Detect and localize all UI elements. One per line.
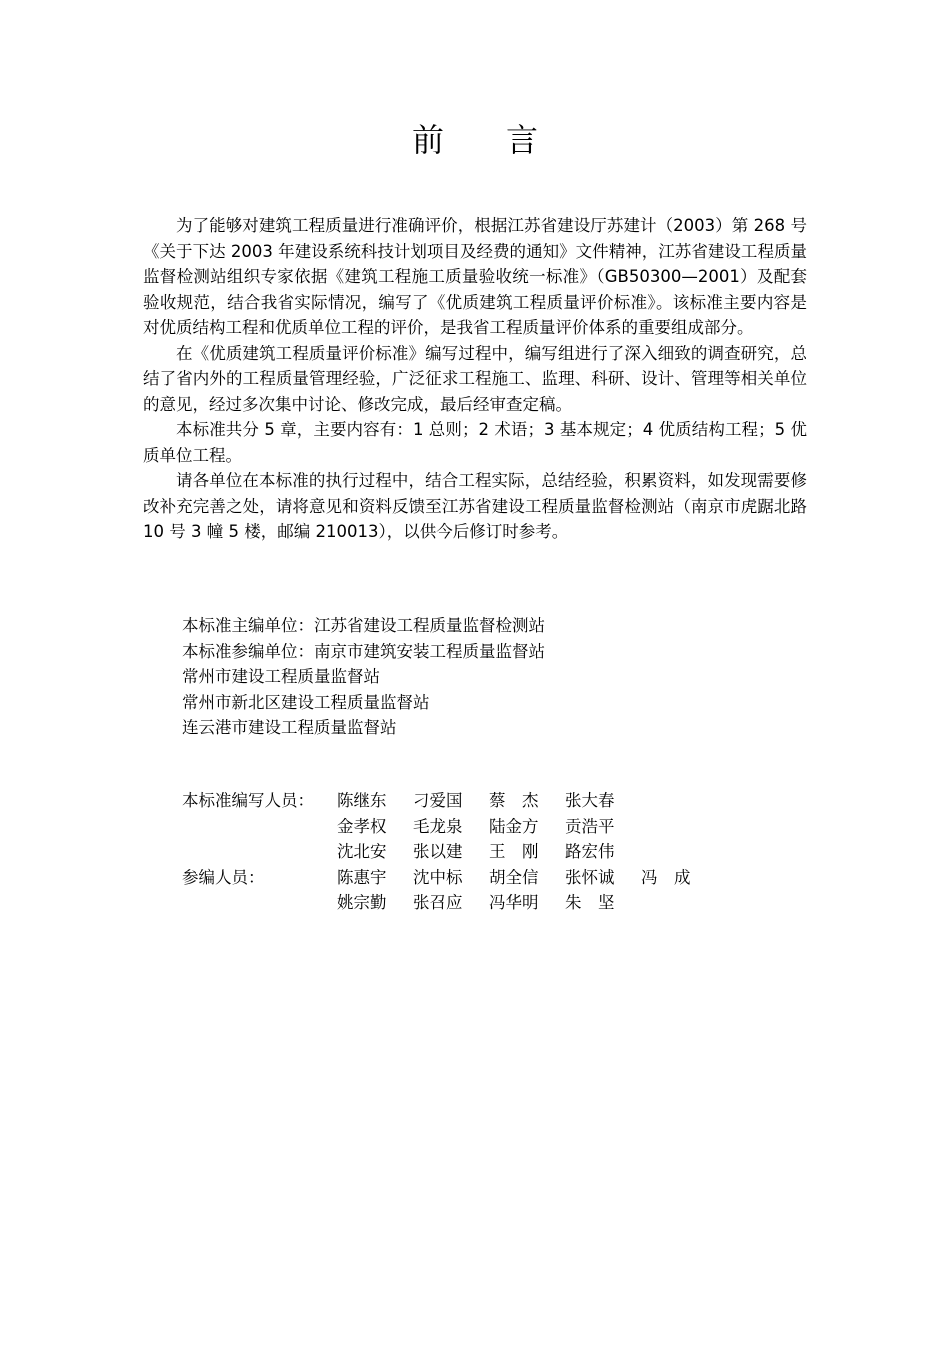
chief-editing-unit: 本标准主编单位：江苏省建设工程质量监督检测站 [182, 616, 545, 635]
title-char-1: 前 [411, 121, 444, 159]
paragraph: 在《优质建筑工程质量评价标准》编写过程中，编写组进行了深入细致的调查研究，总结了省内外的工程质量管理经验，广泛征求工程施工、监理、科研、设计、管理等相关单位的意见，经过多次集中讨论、修改完成，最后经审查定稿。 [143, 343, 807, 414]
participants-label: 参编人员： [182, 867, 265, 887]
author-name: 王 刚 [489, 842, 539, 861]
paragraph: 本标准共分 5 章，主要内容有：1 总则；2 术语；3 基本规定；4 优质结构工程；5 优质单位工程。 [143, 420, 807, 465]
author-name: 陆金方 [489, 816, 539, 836]
participant-name: 冯 成 [641, 867, 691, 887]
author-name: 蔡 杰 [489, 791, 539, 810]
authors-row [182, 839, 717, 865]
paragraph: 为了能够对建筑工程质量进行准确评价，根据江苏省建设厅苏建计（2003）第 268 号《关于下达 2003 年建设系统科技计划项目及经费的通知》文件精神，江苏省建设工程质量监督检测站组织专家依据《建筑工程施工质量验收统一标准》（GB50300—2001）及配套验收规范，结合我省实际情况，编写了《优质建筑工程质量评价标准》。该标准主要内容是对优质结构工程和优质单位工程的评价，是我省工程质量评价体系的重要组成部分。 [143, 216, 807, 337]
author-name: 陈继东 [337, 791, 387, 810]
participants-row [182, 865, 717, 891]
participant-name: 冯华明 [489, 893, 539, 912]
personnel-list [182, 788, 717, 916]
paragraph: 请各单位在本标准的执行过程中，结合工程实际，总结经验，积累资料，如发现需要修改补充完善之处，请将意见和资料反馈至江苏省建设工程质量监督检测站（南京市虎踞北路 10 号 3 幢 5 楼，邮编 210013），以供今后修订时参考。 [143, 471, 807, 541]
participating-unit: 常州市建设工程质量监督站 [182, 667, 380, 686]
preface-body [143, 213, 807, 545]
participating-unit: 常州市新北区建设工程质量监督站 [182, 692, 430, 712]
editing-units [182, 613, 545, 741]
participant-name: 张召应 [413, 893, 463, 912]
authors-label: 本标准编写人员： [182, 791, 314, 810]
author-name: 刁爱国 [413, 791, 463, 810]
participant-name: 陈惠宇 [337, 867, 387, 887]
participant-name: 胡全信 [489, 867, 539, 887]
author-name: 贡浩平 [565, 816, 615, 836]
author-name: 张以建 [413, 842, 463, 861]
participating-unit: 本标准参编单位：南京市建筑安装工程质量监督站 [182, 641, 545, 661]
author-name: 沈北安 [337, 842, 387, 861]
author-name: 金孝权 [337, 816, 387, 836]
participant-name: 张怀诚 [565, 867, 615, 887]
authors-row [182, 788, 717, 814]
author-name: 路宏伟 [565, 842, 615, 861]
title-char-2: 言 [506, 121, 539, 159]
participant-name: 姚宗勤 [337, 893, 387, 912]
participating-unit: 连云港市建设工程质量监督站 [182, 718, 397, 737]
author-name: 毛龙泉 [413, 816, 463, 836]
author-name: 张大春 [565, 791, 615, 810]
participants-row [182, 890, 717, 916]
participant-name: 沈中标 [413, 867, 463, 887]
authors-row [182, 814, 717, 840]
page-title [0, 118, 950, 162]
participant-name: 朱 坚 [565, 893, 615, 912]
